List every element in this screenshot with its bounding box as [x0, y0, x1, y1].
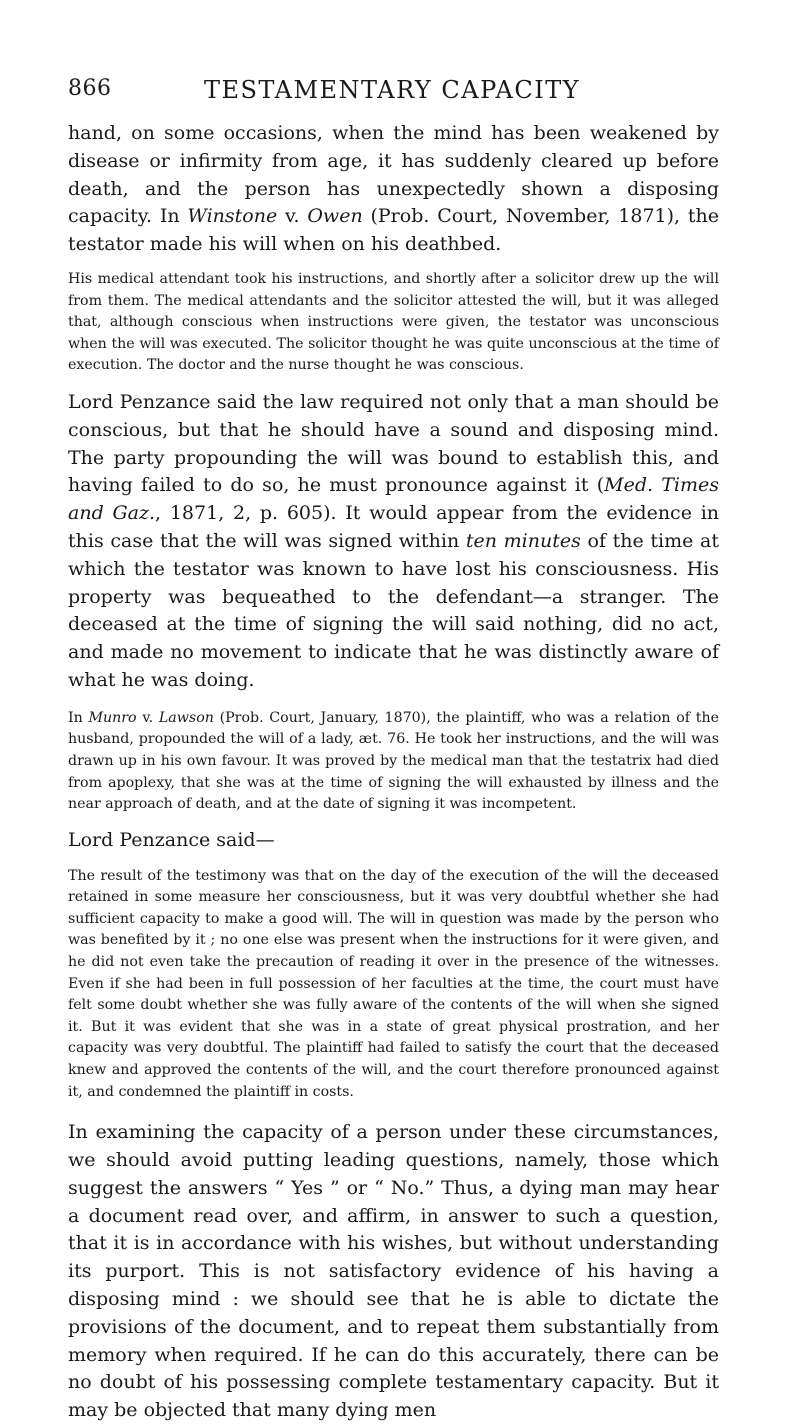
- text-run: of the time at which the testator was known to have lost his consciousness. His property was bequeathed to the defendant—a stranger. The deceased at the time of signing the will said nothing, did no act, and made no movement to indicate that he was distinctly aware of what he was doing.: [68, 529, 719, 691]
- case-name: Winstone: [187, 205, 278, 228]
- text-run: In: [68, 709, 89, 726]
- text-run: v.: [277, 205, 308, 228]
- text-run: (Prob. Court, November, 1871), the testator made his will when on his deathbed.: [68, 205, 719, 256]
- case-name: Owen: [307, 205, 363, 228]
- text-run: Lord Penzance said the law required not only that a man should be conscious, but that he should have a sound and disposing mind. The party propounding the will was bound to establish this, and having failed to do so, he must pronounce against it (: [68, 390, 719, 497]
- extract-paragraph-1: His medical attendant took his instructions, and shortly after a solicitor drew up the will from them. The medical attendants and the solicitor attested the will, but it was alleged that, although conscious when instructions were given, the testator was unconscious when the will was executed. The solicitor thought he was quite unconscious at the time of execution. The doctor and the nurse thought he was conscious.: [68, 270, 719, 374]
- emphasis: ten minutes: [465, 529, 581, 552]
- body-paragraph-1: [68, 120, 719, 259]
- body-paragraph-2: [68, 389, 719, 695]
- text-column: [68, 120, 719, 1425]
- case-name: Lawson: [158, 709, 214, 726]
- journal-citation: Med. Times and Gaz.: [68, 474, 719, 525]
- text-run: , 1871, 2, p. 605). It would appear from the evidence in this case that the will was signed within: [68, 502, 720, 552]
- text-run: v.: [136, 709, 159, 726]
- text-run: hand, on some occasions, when the mind has been weakened by disease or infirmity from age, it has suddenly cleared up before death, and the person has unexpectedly shown a disposing capacity. In: [68, 122, 719, 228]
- page-number: 866: [68, 76, 112, 101]
- text-run: (Prob. Court, January, 1870), the plaintiff, who was a relation of the husband, propounded the will of a lady, æt. 76. He took her instructions, and the will was drawn up in his own favour. It was proved by the medical man that the testatrix had died from apoplexy, that she was at the time of signing the will exhausted by illness and the near approach of death, and at the date of signing it was incompetent.: [68, 709, 719, 813]
- case-name: Munro: [88, 709, 137, 726]
- speaker-line: Lord Penzance said—: [68, 828, 275, 851]
- running-head: TESTAMENTARY CAPACITY: [203, 76, 581, 104]
- page-header: [68, 76, 716, 112]
- extract-paragraph-2: [68, 708, 719, 816]
- extract-paragraph-3: The result of the testimony was that on the day of the execution of the will the deceased retained in some measure her consciousness, but it was very doubtful whether she had sufficient capacity to make a good will. The will in question was made by the person who was benefited by it ; no one else was present when the instructions for it were given, and he did not even take the precaution of reading it over in the presence of the witnesses. Even if she had been in full possession of her faculties at the time, the court must have felt some doubt whether she was fully aware of the contents of the will when she signed it. But it was evident that she was in a state of great physical prostration, and her capacity was very doubtful. The plaintiff had failed to satisfy the court that the deceased knew and approved the contents of the will, and the court therefore pronounced against it, and condemned the plaintiff in costs.: [68, 867, 719, 1100]
- body-paragraph-3: In examining the capacity of a person under these circumstances, we should avoid putting leading questions, namely, those which suggest the answers “ Yes ” or “ No.” Thus, a dying man may hear a document read over, and affirm, in answer to such a question, that it is in accordance with his wishes, but without understanding its purport. This is not satisfactory evidence of his having a disposing mind : we should see that he is able to dictate the provisions of the document, and to repeat them substantially from memory when required. If he can do this accurately, there can be no doubt of his possessing complete testamentary capacity. But it may be objected that many dying men: [68, 1121, 719, 1422]
